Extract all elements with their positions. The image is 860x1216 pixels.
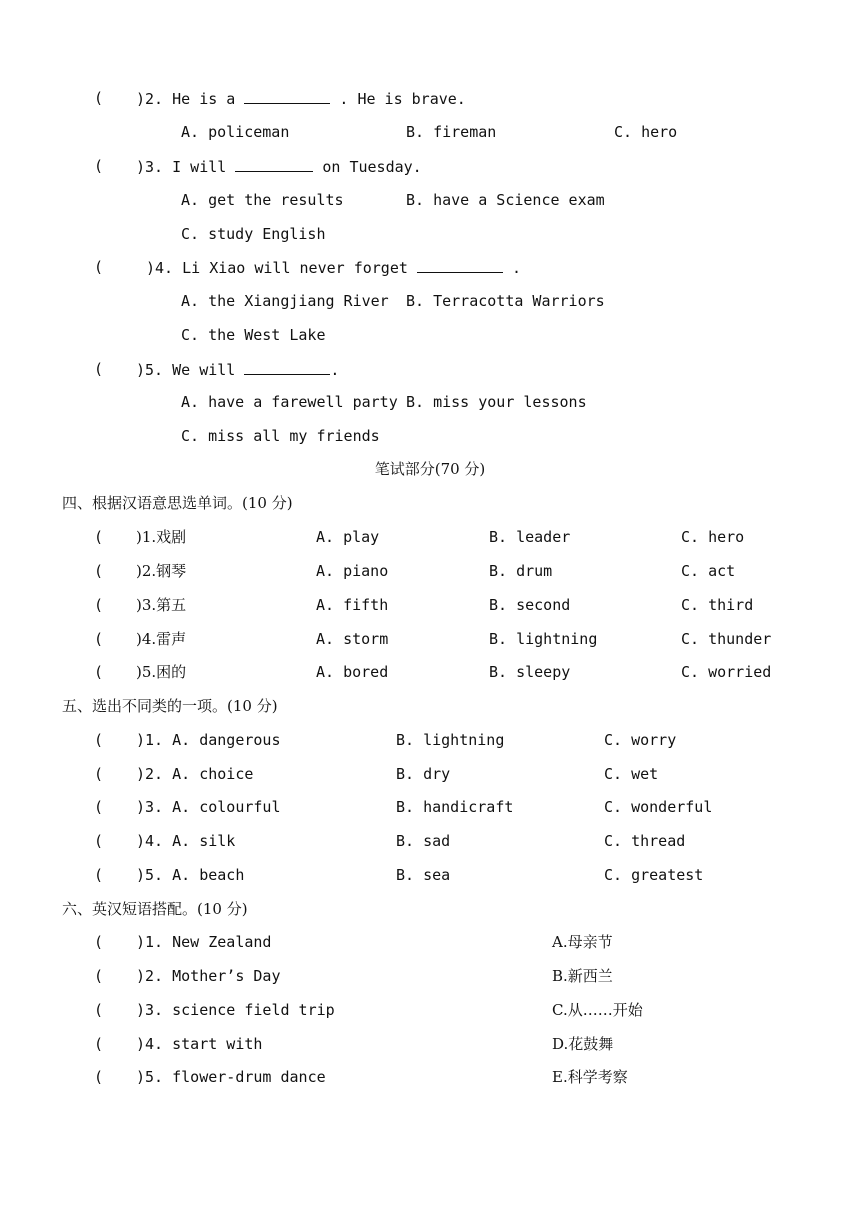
question-text: )4.雷声 <box>136 630 187 648</box>
question-text: . <box>511 259 521 277</box>
option-b[interactable]: B. sleepy <box>489 663 571 681</box>
option-b[interactable]: B. fireman <box>406 123 497 141</box>
answer-paren[interactable]: ( <box>94 731 104 749</box>
option-b[interactable]: B. sad <box>396 832 451 850</box>
answer-blank[interactable] <box>244 359 330 375</box>
answer-paren[interactable]: ( <box>94 360 104 378</box>
question-4 <box>146 257 521 277</box>
option-c[interactable]: C. miss all my friends <box>181 427 380 445</box>
section-5-title: 五、选出不同类的一项。(10 分) <box>62 697 278 715</box>
option-a[interactable]: )5. A. beach <box>136 866 245 884</box>
answer-paren[interactable]: ( <box>94 1001 104 1019</box>
answer-paren[interactable]: ( <box>94 157 104 175</box>
answer-paren[interactable]: ( <box>94 798 104 816</box>
answer-paren[interactable]: ( <box>94 89 104 107</box>
phrase-text: )3. science field trip <box>136 1001 335 1019</box>
option-b[interactable]: B. handicraft <box>396 798 514 816</box>
option-a[interactable]: )4. A. silk <box>136 832 236 850</box>
answer-paren[interactable]: ( <box>94 967 104 985</box>
question-3 <box>136 156 422 176</box>
option-b[interactable]: B. second <box>489 596 571 614</box>
question-text: )2.钢琴 <box>136 562 187 580</box>
answer-paren[interactable]: ( <box>94 866 104 884</box>
option-c[interactable]: C. thunder <box>681 630 772 648</box>
answer-paren[interactable]: ( <box>94 562 104 580</box>
option-a[interactable]: A. bored <box>316 663 389 681</box>
option-a[interactable]: )2. A. choice <box>136 765 254 783</box>
answer-blank[interactable] <box>244 88 330 104</box>
match-option: A.母亲节 <box>552 933 613 951</box>
option-a[interactable]: A. storm <box>316 630 389 648</box>
option-a[interactable]: A. the Xiangjiang River <box>181 292 389 310</box>
section-6-title: 六、英汉短语搭配。(10 分) <box>62 900 248 918</box>
question-text: He is a <box>172 90 236 108</box>
option-b[interactable]: B. have a Science exam <box>406 191 605 209</box>
question-text: )5.困的 <box>136 663 187 681</box>
answer-paren[interactable]: ( <box>94 528 104 546</box>
option-b[interactable]: B. dry <box>396 765 451 783</box>
option-c[interactable]: C. the West Lake <box>181 326 326 344</box>
phrase-text: )2. Mother’s Day <box>136 967 281 985</box>
option-a[interactable]: A. play <box>316 528 380 546</box>
answer-paren[interactable]: ( <box>94 1035 104 1053</box>
option-a[interactable]: )3. A. colourful <box>136 798 281 816</box>
option-a[interactable]: )1. A. dangerous <box>136 731 281 749</box>
question-text: I will <box>172 158 227 176</box>
answer-paren[interactable]: ( <box>94 258 104 276</box>
question-text: on Tuesday. <box>322 158 422 176</box>
option-c[interactable]: C. wonderful <box>604 798 713 816</box>
option-c[interactable]: C. worry <box>604 731 677 749</box>
option-b[interactable]: B. lightning <box>489 630 598 648</box>
question-text: )1.戏剧 <box>136 528 187 546</box>
question-2 <box>136 88 466 108</box>
phrase-text: )1. New Zealand <box>136 933 272 951</box>
question-text: . He is brave. <box>339 90 466 108</box>
option-c[interactable]: C. greatest <box>604 866 704 884</box>
option-a[interactable]: A. fifth <box>316 596 389 614</box>
option-c[interactable]: C. study English <box>181 225 326 243</box>
answer-paren[interactable]: ( <box>94 663 104 681</box>
question-text: Li Xiao will never forget <box>182 259 408 277</box>
match-option: D.花鼓舞 <box>552 1035 614 1053</box>
option-b[interactable]: B. Terracotta Warriors <box>406 292 605 310</box>
written-part-heading: 笔试部分(70 分) <box>374 460 486 478</box>
option-b[interactable]: B. leader <box>489 528 571 546</box>
question-number: )4. <box>146 259 174 277</box>
answer-blank[interactable] <box>417 257 503 273</box>
option-c[interactable]: C. act <box>681 562 736 580</box>
question-text: We will <box>172 361 236 379</box>
answer-paren[interactable]: ( <box>94 1068 104 1086</box>
answer-paren[interactable]: ( <box>94 933 104 951</box>
option-b[interactable]: B. miss your lessons <box>406 393 587 411</box>
answer-paren[interactable]: ( <box>94 596 104 614</box>
option-c[interactable]: C. wet <box>604 765 659 783</box>
match-option: B.新西兰 <box>552 967 613 985</box>
answer-paren[interactable]: ( <box>94 765 104 783</box>
option-b[interactable]: B. lightning <box>396 731 505 749</box>
question-number: )3. <box>136 158 164 176</box>
question-text: . <box>330 361 340 379</box>
option-a[interactable]: A. piano <box>316 562 389 580</box>
phrase-text: )4. start with <box>136 1035 263 1053</box>
question-number: )2. <box>136 90 164 108</box>
answer-paren[interactable]: ( <box>94 630 104 648</box>
option-c[interactable]: C. third <box>681 596 754 614</box>
option-b[interactable]: B. sea <box>396 866 451 884</box>
question-number: )5. <box>136 361 164 379</box>
option-c[interactable]: C. hero <box>681 528 745 546</box>
match-option: C.从……开始 <box>552 1001 643 1019</box>
answer-blank[interactable] <box>235 156 313 172</box>
option-a[interactable]: A. policeman <box>181 123 290 141</box>
question-text: )3.第五 <box>136 596 187 614</box>
answer-paren[interactable]: ( <box>94 832 104 850</box>
match-option: E.科学考察 <box>552 1068 628 1086</box>
phrase-text: )5. flower-drum dance <box>136 1068 326 1086</box>
option-c[interactable]: C. thread <box>604 832 686 850</box>
option-b[interactable]: B. drum <box>489 562 553 580</box>
option-a[interactable]: A. get the results <box>181 191 344 209</box>
option-a[interactable]: A. have a farewell party <box>181 393 398 411</box>
section-4-title: 四、根据汉语意思选单词。(10 分) <box>62 494 293 512</box>
option-c[interactable]: C. worried <box>681 663 772 681</box>
question-5 <box>136 359 339 379</box>
option-c[interactable]: C. hero <box>614 123 678 141</box>
